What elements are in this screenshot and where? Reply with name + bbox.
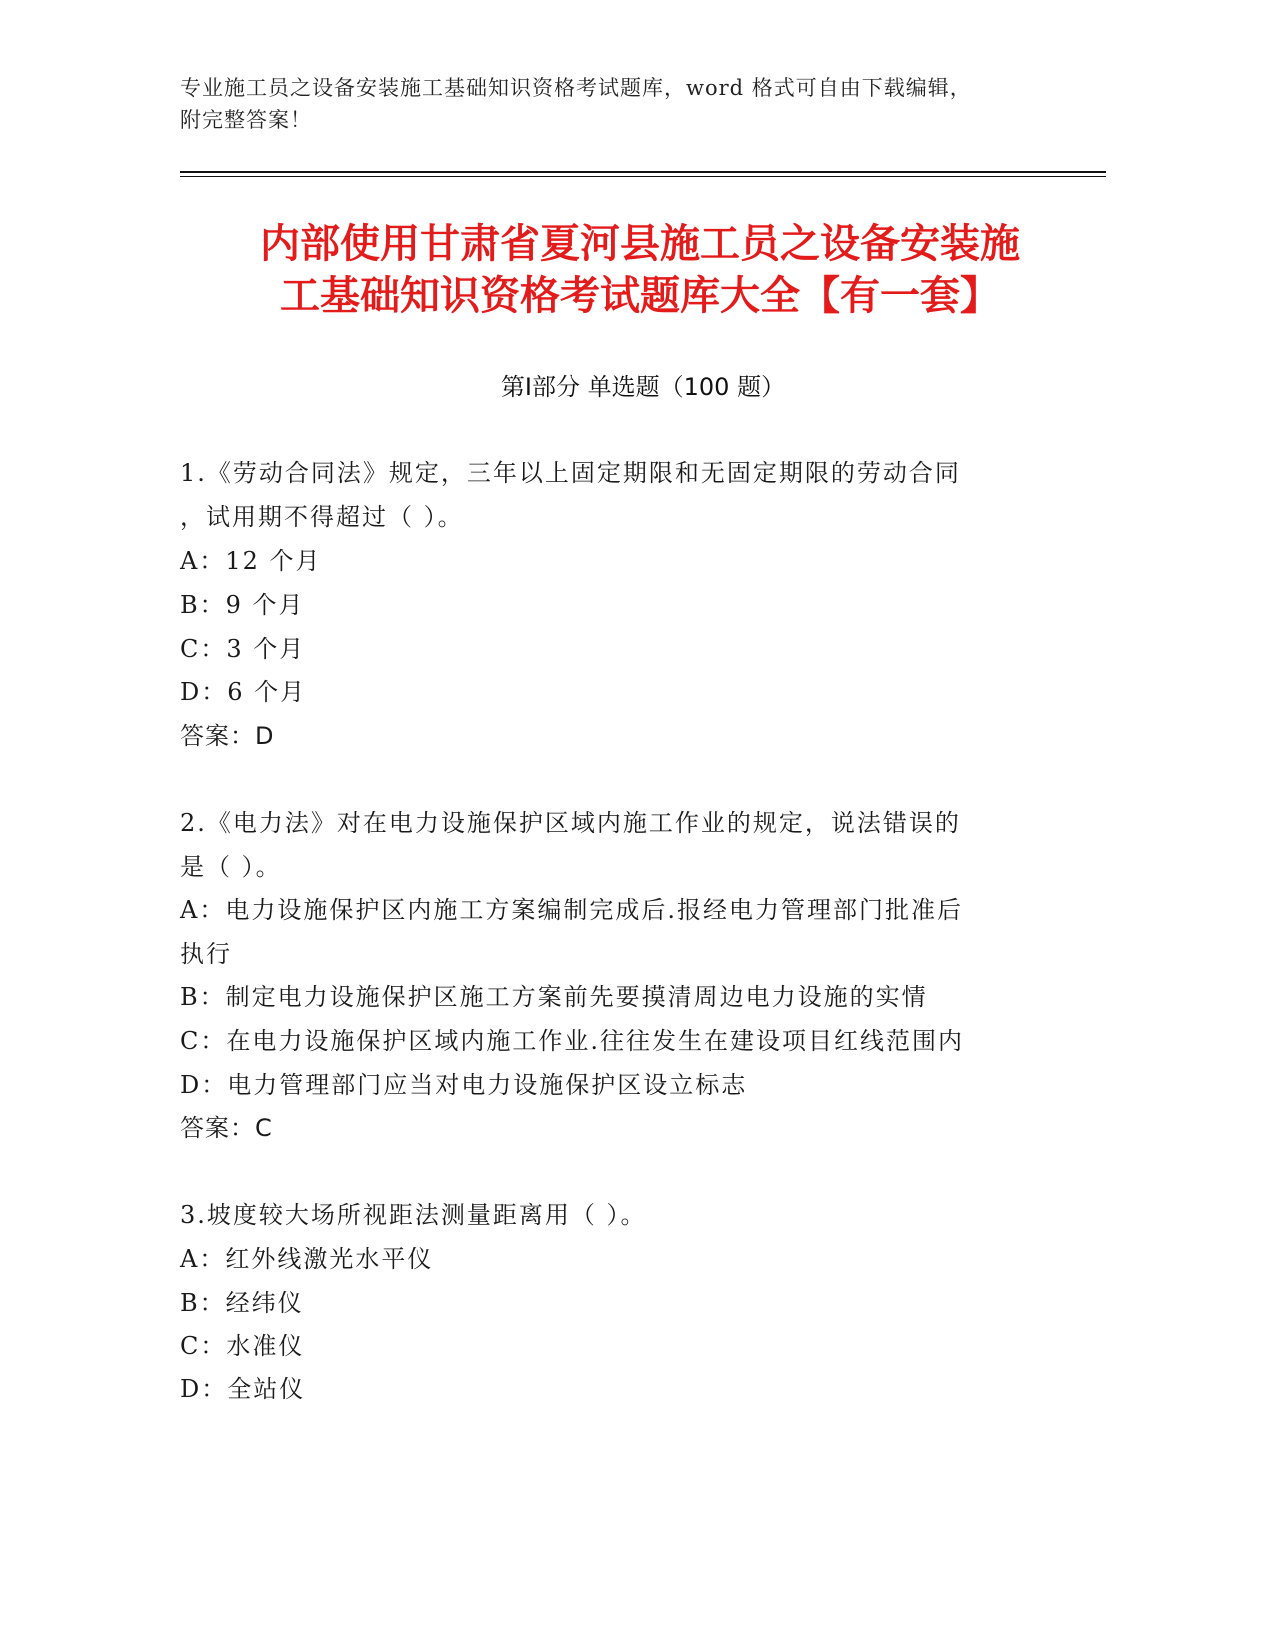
option-a: A：红外线激光水平仪	[180, 1245, 434, 1273]
option-a: A：12 个月	[180, 547, 322, 575]
document-title-line: 工基础知识资格考试题库大全【有一套】	[280, 273, 1000, 319]
option-a-continued: 执行	[180, 940, 232, 968]
question-stem: 3.坡度较大场所视距法测量距离用（ ）。	[180, 1201, 647, 1229]
document-title	[140, 218, 1140, 322]
option-d: D：电力管理部门应当对电力设施保护区设立标志	[180, 1071, 748, 1099]
question-stem: 是（ ）。	[180, 853, 282, 881]
option-c: C：水准仪	[180, 1332, 305, 1360]
option-c: C：3 个月	[180, 635, 306, 663]
header-note-line: 附完整答案！	[180, 108, 312, 132]
answer: 答案：D	[180, 722, 275, 750]
option-b: B：9 个月	[180, 591, 305, 619]
section-title: 第Ⅰ部分 单选题（100 题）	[500, 373, 786, 401]
divider	[180, 171, 1106, 173]
option-d: D：全站仪	[180, 1375, 306, 1403]
option-d: D：6 个月	[180, 678, 307, 706]
divider	[180, 176, 1106, 177]
header-note	[180, 72, 1060, 136]
option-b: B：经纬仪	[180, 1289, 304, 1317]
answer: 答案：C	[180, 1114, 273, 1142]
header-note-line: 专业施工员之设备安装施工基础知识资格考试题库，word 格式可自由下载编辑，	[180, 76, 972, 100]
option-b: B：制定电力设施保护区施工方案前先要摸清周边电力设施的实情	[180, 983, 928, 1011]
question-stem: ，试用期不得超过（ ）。	[180, 503, 464, 531]
question-stem: 2.《电力法》对在电力设施保护区域内施工作业的规定，说法错误的	[180, 809, 961, 837]
option-a: A：电力设施保护区内施工方案编制完成后.报经电力管理部门批准后	[180, 896, 963, 924]
question-stem: 1.《劳动合同法》规定，三年以上固定期限和无固定期限的劳动合同	[180, 459, 961, 487]
document-title-line: 内部使用甘肃省夏河县施工员之设备安装施	[260, 221, 1020, 267]
option-c: C：在电力设施保护区域内施工作业.往往发生在建设项目红线范围内	[180, 1027, 964, 1055]
